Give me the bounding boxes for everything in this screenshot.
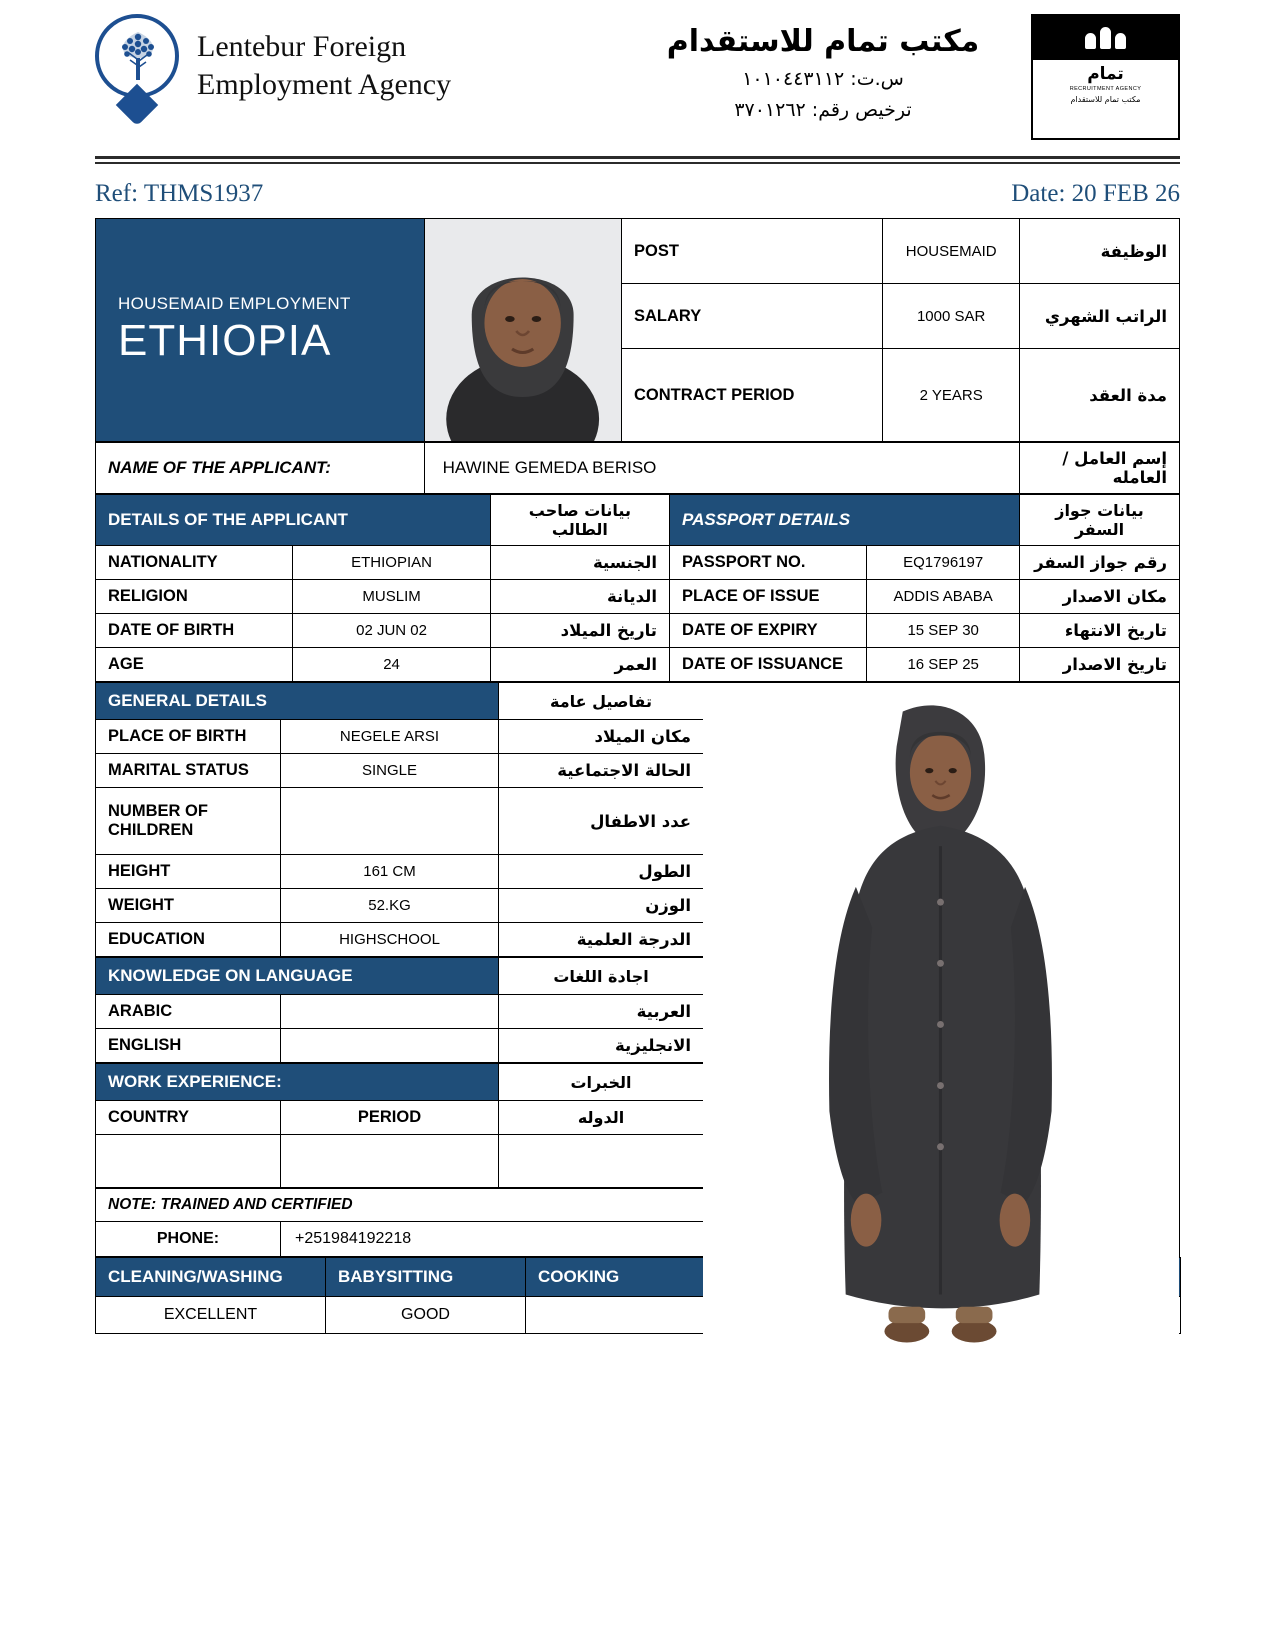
- date-of-issuance-label: DATE OF ISSUANCE: [670, 648, 867, 682]
- passport-no-value: EQ1796197: [867, 546, 1020, 580]
- place-of-birth-label: PLACE OF BIRTH: [96, 720, 281, 754]
- age-value: 24: [293, 648, 490, 682]
- work-period-value: [281, 1135, 499, 1188]
- tamam-bottom-arabic: مكتب تمام للاستقدام: [1070, 95, 1141, 104]
- passport-no-label-ar: رقم جواز السفر: [1019, 546, 1179, 580]
- phone-label: PHONE:: [96, 1222, 281, 1257]
- education-value: HIGHSCHOOL: [281, 923, 499, 957]
- nationality-value: ETHIOPIAN: [293, 546, 490, 580]
- work-section-header: WORK EXPERIENCE:: [96, 1064, 499, 1101]
- skill-header-babysitting: BABYSITTING: [326, 1258, 526, 1297]
- english-language-value: [281, 1029, 499, 1063]
- height-label-ar: الطول: [499, 855, 704, 889]
- banner-subtitle: HOUSEMAID EMPLOYMENT: [118, 294, 351, 313]
- arabic-language-label-ar: العربية: [499, 995, 704, 1029]
- reference-line: [95, 180, 1180, 208]
- date-of-issuance-value: 16 SEP 25: [867, 648, 1020, 682]
- nationality-label: NATIONALITY: [96, 546, 293, 580]
- country-banner: [96, 219, 425, 442]
- banner-country: ETHIOPIA: [118, 316, 332, 365]
- agency-branding: [95, 14, 615, 126]
- age-label-ar: العمر: [490, 648, 669, 682]
- passport-section-header: PASSPORT DETAILS: [670, 495, 1020, 546]
- work-period-header: PERIOD: [281, 1101, 499, 1135]
- salary-label-ar: الراتب الشهري: [1019, 284, 1179, 349]
- education-label: EDUCATION: [96, 923, 281, 957]
- work-country-value: [96, 1135, 281, 1188]
- tamam-arabic-name: تمام: [1087, 64, 1124, 84]
- applicant-name-label: NAME OF THE APPLICANT:: [96, 443, 425, 494]
- applicant-portrait-photo: [424, 219, 621, 442]
- religion-label: RELIGION: [96, 580, 293, 614]
- work-section-header-ar: الخبرات: [499, 1064, 704, 1101]
- agency-name-line2: Employment Agency: [197, 67, 452, 101]
- salary-value: 1000 SAR: [883, 284, 1020, 349]
- tamam-english-name: RECRUITMENT AGENCY: [1069, 86, 1142, 92]
- number-of-children-label-ar: عدد الاطفال: [499, 788, 704, 855]
- salary-label: SALARY: [621, 284, 882, 349]
- height-value: 161 CM: [281, 855, 499, 889]
- weight-label-ar: الوزن: [499, 889, 704, 923]
- agency-arabic-title: مكتب تمام للاستقدام: [666, 24, 980, 59]
- number-of-children-label: NUMBER OF CHILDREN: [96, 788, 281, 855]
- general-section-header-ar: تفاصيل عامة: [499, 683, 704, 720]
- general-details-table: [95, 682, 704, 957]
- top-summary-table: [95, 218, 1180, 442]
- table-row: [96, 788, 704, 855]
- document-header: [95, 0, 1180, 154]
- lower-section: [95, 682, 1180, 1257]
- language-section-header-ar: اجادة اللغات: [499, 958, 704, 995]
- contract-period-label: CONTRACT PERIOD: [621, 349, 882, 442]
- date-of-expiry-label: DATE OF EXPIRY: [670, 614, 867, 648]
- marital-status-label: MARITAL STATUS: [96, 754, 281, 788]
- marital-status-value: SINGLE: [281, 754, 499, 788]
- table-row: [96, 546, 1180, 580]
- phone-value: +251984192218: [281, 1222, 704, 1257]
- tree-icon: [113, 28, 163, 84]
- table-row: [96, 754, 704, 788]
- age-label: AGE: [96, 648, 293, 682]
- passport-section-header-ar: بيانات جواز السفر: [1019, 495, 1179, 546]
- applicant-name-label-ar: إسم العامل / العامله: [1019, 443, 1179, 494]
- reference-number: Ref: THMS1937: [95, 180, 264, 207]
- tamam-logo: [1031, 14, 1180, 140]
- post-value: HOUSEMAID: [883, 219, 1020, 284]
- agency-name-line1: Lentebur Foreign: [197, 30, 407, 63]
- place-of-issue-label-ar: مكان الاصدار: [1019, 580, 1179, 614]
- english-language-label: ENGLISH: [96, 1029, 281, 1063]
- table-row: [96, 1029, 704, 1063]
- date-of-issuance-label-ar: تاريخ الاصدار: [1019, 648, 1179, 682]
- place-of-birth-label-ar: مكان الميلاد: [499, 720, 704, 754]
- note-phone-table: [95, 1188, 704, 1257]
- passport-no-label: PASSPORT NO.: [670, 546, 867, 580]
- lower-left-tables: [95, 682, 703, 1257]
- contract-period-label-ar: مدة العقد: [1019, 349, 1179, 442]
- arabic-language-value: [281, 995, 499, 1029]
- table-row: [96, 1101, 704, 1135]
- table-row: [96, 648, 1180, 682]
- date-of-birth-label: DATE OF BIRTH: [96, 614, 293, 648]
- details-section-header-ar: بيانات صاحب الطالب: [490, 495, 669, 546]
- work-country-header: COUNTRY: [96, 1101, 281, 1135]
- place-of-issue-label: PLACE OF ISSUE: [670, 580, 867, 614]
- education-label-ar: الدرجة العلمية: [499, 923, 704, 957]
- details-passport-table: [95, 494, 1180, 682]
- skill-header-cooking: COOKING: [526, 1258, 726, 1297]
- agency-license-number: ترخيص رقم: ٣٧٠١٢٦٢: [734, 99, 912, 121]
- applicant-full-photo: [703, 682, 1180, 1257]
- applicant-name-value: HAWINE GEMEDA BERISO: [424, 443, 1019, 494]
- skill-value-babysitting: GOOD: [326, 1297, 526, 1334]
- work-experience-table: [95, 1063, 704, 1188]
- details-section-header: DETAILS OF THE APPLICANT: [96, 495, 491, 546]
- agency-cr-number: س.ت: ١٠١٠٤٤٣١١٢: [742, 68, 904, 90]
- arabic-language-label: ARABIC: [96, 995, 281, 1029]
- date-of-expiry-label-ar: تاريخ الانتهاء: [1019, 614, 1179, 648]
- table-row: [96, 995, 704, 1029]
- table-row: [96, 720, 704, 754]
- number-of-children-value: [281, 788, 499, 855]
- agency-arabic-block: [615, 14, 1031, 121]
- portrait-image: [425, 219, 621, 441]
- table-row: [96, 580, 1180, 614]
- table-row: [96, 923, 704, 957]
- document-date: Date: 20 FEB 26: [1011, 180, 1180, 207]
- agency-name: [197, 28, 451, 103]
- marital-status-label-ar: الحالة الاجتماعية: [499, 754, 704, 788]
- agency-logo: [95, 14, 181, 126]
- skill-value-cooking: [526, 1297, 726, 1334]
- post-label-ar: الوظيفة: [1019, 219, 1179, 284]
- weight-value: 52.KG: [281, 889, 499, 923]
- nationality-label-ar: الجنسية: [490, 546, 669, 580]
- skill-value-cleaning: EXCELLENT: [96, 1297, 326, 1334]
- table-row: [96, 855, 704, 889]
- date-of-expiry-value: 15 SEP 30: [867, 614, 1020, 648]
- language-table: [95, 957, 704, 1063]
- place-of-birth-value: NEGELE ARSI: [281, 720, 499, 754]
- table-row: [96, 889, 704, 923]
- header-divider: [95, 154, 1180, 164]
- applicant-name-table: [95, 442, 1180, 494]
- religion-label-ar: الديانة: [490, 580, 669, 614]
- full-body-image: [703, 683, 1179, 1402]
- work-country-header-ar: الدوله: [499, 1101, 704, 1135]
- table-row: [96, 614, 1180, 648]
- post-label: POST: [621, 219, 882, 284]
- religion-value: MUSLIM: [293, 580, 490, 614]
- training-note: NOTE: TRAINED AND CERTIFIED: [96, 1189, 704, 1222]
- table-row: [96, 1135, 704, 1188]
- skill-header-cleaning: CLEANING/WASHING: [96, 1258, 326, 1297]
- english-language-label-ar: الانجليزية: [499, 1029, 704, 1063]
- tamam-logo-mark: [1033, 16, 1178, 60]
- language-section-header: KNOWLEDGE ON LANGUAGE: [96, 958, 499, 995]
- height-label: HEIGHT: [96, 855, 281, 889]
- general-section-header: GENERAL DETAILS: [96, 683, 499, 720]
- weight-label: WEIGHT: [96, 889, 281, 923]
- date-of-birth-value: 02 JUN 02: [293, 614, 490, 648]
- date-of-birth-label-ar: تاريخ الميلاد: [490, 614, 669, 648]
- contract-period-value: 2 YEARS: [883, 349, 1020, 442]
- place-of-issue-value: ADDIS ABABA: [867, 580, 1020, 614]
- work-row-ar: [499, 1135, 704, 1188]
